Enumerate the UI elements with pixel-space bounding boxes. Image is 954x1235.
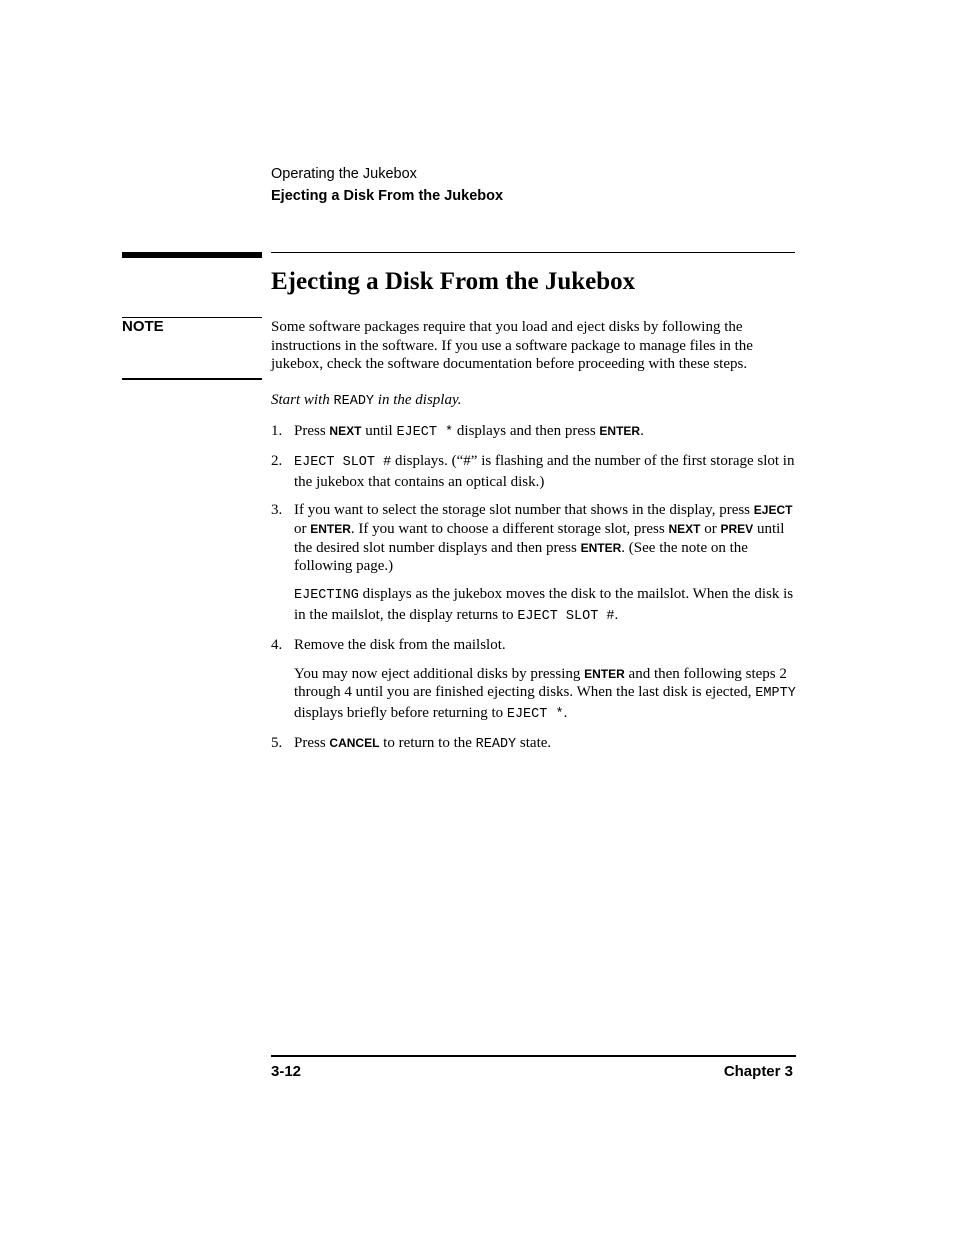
- text-run: Start with: [271, 392, 330, 408]
- step-4: 4. Remove the disk from the mailslot. You may now eject additional disks by pressing ENTER and then following steps 2 through 4 until you are finished ejecting disks. When the last disk is ejected, EMPTY displays briefly before returning to EJECT *.: [271, 637, 796, 722]
- step-3: 3. If you want to select the storage slot number that shows in the display, press EJECT or ENTER. If you want to choose a different storage slot, press NEXT or PREV until the desired slot number displays and then press ENTER. (See the note on the following page.) EJECTING displays as the jukebox moves the disk to the mailslot. When the disk is in the mailslot, the display returns to EJECT SLOT #.: [271, 502, 794, 625]
- display-text: EJECT SLOT #: [294, 455, 392, 471]
- key-enter: ENTER: [599, 424, 641, 438]
- key-next: NEXT: [668, 521, 701, 536]
- display-text: READY: [333, 394, 375, 409]
- text-run: You may now eject additional disks by pressing: [294, 665, 581, 682]
- text-run: to return to the: [383, 735, 472, 752]
- running-header-chapter: Operating the Jukebox: [271, 166, 417, 182]
- text-run: displays briefly before returning to: [294, 704, 504, 721]
- section-heading: Ejecting a Disk From the Jukebox: [271, 268, 636, 295]
- text-run: until: [365, 423, 393, 439]
- text-run: If you want to select the storage slot number that shows in the display, press: [294, 502, 751, 519]
- key-next: NEXT: [329, 424, 362, 438]
- text-run: state.: [519, 735, 552, 752]
- footer-chapter: Chapter 3: [723, 1063, 793, 1080]
- text-run: Remove the disk from the mailslot.: [294, 637, 506, 654]
- text-run: . (See the note on the following page.): [294, 539, 748, 575]
- text-run: or: [294, 520, 307, 537]
- text-run: displays and then press: [456, 423, 596, 439]
- running-header-section: Ejecting a Disk From the Jukebox: [271, 188, 504, 204]
- text-run: or: [704, 520, 717, 537]
- text-run: until the desired slot number displays and then press: [294, 520, 785, 556]
- step-number: 3.: [271, 502, 283, 519]
- key-eject: EJECT: [753, 503, 793, 518]
- section-rule-thin: [271, 252, 795, 253]
- display-text: EJECT *: [506, 706, 564, 722]
- step-number: 1.: [271, 423, 283, 439]
- section-rule-thick: [122, 252, 262, 258]
- step-2: [271, 452, 796, 491]
- step-number: 2.: [271, 453, 283, 470]
- steps-list: [271, 422, 796, 764]
- text-run: and then following steps 2 through 4 until you are finished ejecting disks. When the last disk is ejected,: [294, 665, 787, 701]
- note-rule-bottom: [122, 378, 262, 380]
- step-1: 1. Press NEXT until EJECT * displays and then press ENTER.: [271, 423, 644, 440]
- text-run: in the display: [377, 392, 458, 408]
- page-number: 3-12: [271, 1063, 302, 1080]
- display-text: EJECT *: [396, 425, 454, 440]
- step-number: 4.: [271, 637, 283, 654]
- key-enter: ENTER: [580, 540, 622, 555]
- step-5: [271, 734, 796, 755]
- key-cancel: CANCEL: [329, 736, 380, 751]
- text-run: . If you want to choose a different storage slot, press: [350, 520, 665, 537]
- display-text: EJECT SLOT #: [517, 609, 615, 625]
- start-instruction: Start with READY in the display.: [271, 392, 462, 409]
- text-run: displays as the jukebox moves the disk to the mailslot. When the disk is in the mailslot, the display returns to: [294, 586, 794, 624]
- note-label: NOTE: [122, 318, 164, 335]
- footer-rule: [271, 1055, 796, 1057]
- display-text: READY: [475, 737, 517, 753]
- display-text: EJECTING: [294, 588, 359, 604]
- display-text: EMPTY: [755, 686, 796, 702]
- key-enter: ENTER: [584, 666, 625, 681]
- text-run: Press: [294, 735, 326, 752]
- text-run: Press: [294, 423, 326, 439]
- text-run: displays. (“#” is flashing and the number of the first storage slot in the jukebox that contains an optical disk.): [294, 453, 795, 490]
- step-number: 5.: [271, 735, 283, 752]
- note-text: Some software packages require that you load and eject disks by following the instructions in the software. If you use a software package to manage files in the jukebox, check the software documentation before proceeding with these steps.: [271, 319, 753, 373]
- key-prev: PREV: [720, 521, 754, 536]
- key-enter: ENTER: [310, 521, 351, 536]
